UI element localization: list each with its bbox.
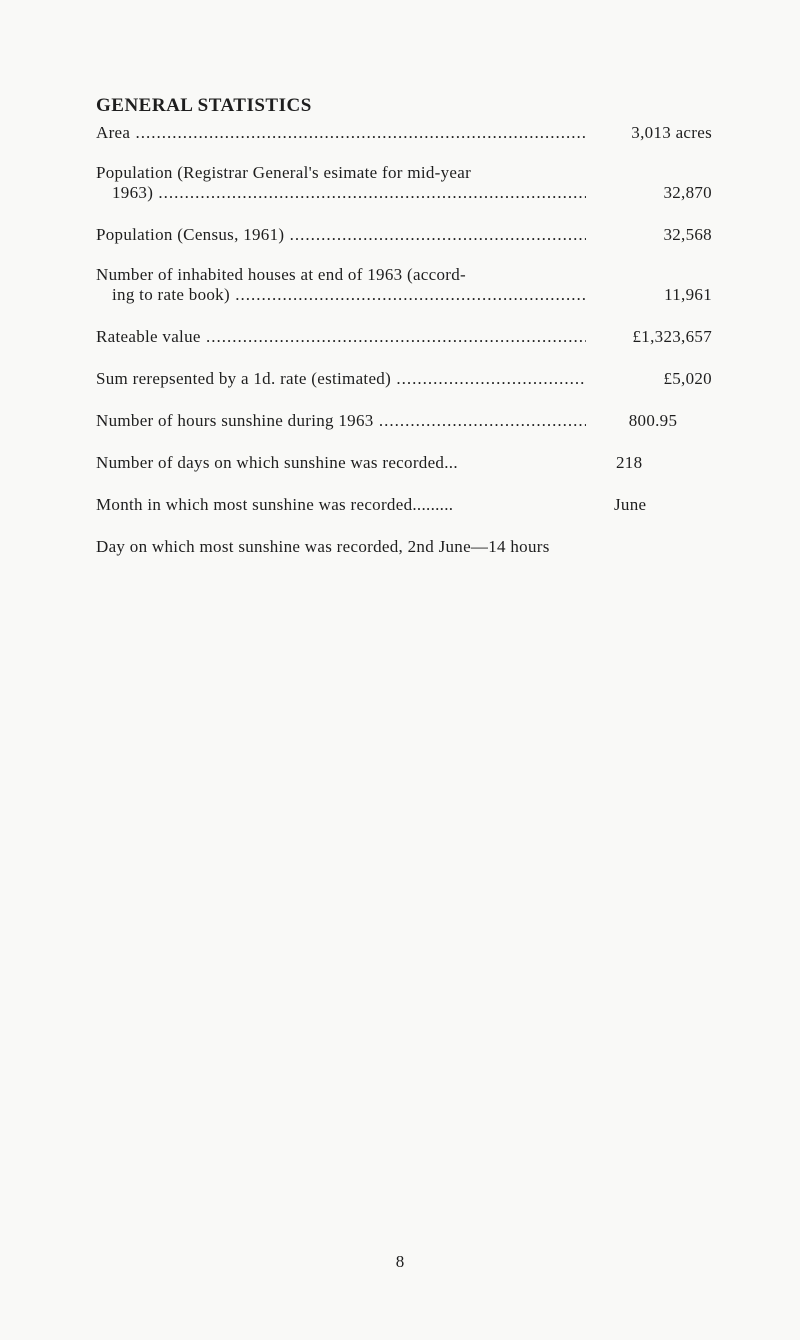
stat-label: Month in which most sunshine was recorded......... [96,495,454,514]
stat-value: June [614,495,647,514]
document-page [96,94,712,557]
page-title: GENERAL STATISTICS [96,95,312,116]
stat-value: 32,870 [663,183,712,202]
stat-row-population-estimate [96,164,712,203]
stat-label-line2: ing to rate book) ..... [112,285,586,304]
stat-label: Sum rerepsented by a 1d. rate (estimated) ..... [96,369,586,388]
stat-row-area [96,122,712,143]
stat-label: Number of hours sunshine during 1963 ..... [96,411,586,430]
page-number: 8 [395,1252,405,1271]
stat-value: £5,020 [663,369,712,388]
stat-label: Population (Census, 1961) ..... [96,225,586,244]
stat-row-rateable-value [96,326,712,347]
stat-value: 11,961 [664,285,712,304]
stat-row-inhabited-houses [96,266,712,305]
stat-label-line1: Number of inhabited houses at end of 1963 (accord- [96,265,466,284]
stat-row-sunshine-day: Day on which most sunshine was recorded, 2nd June—14 hours [96,537,550,556]
stat-row-penny-rate [96,368,712,389]
stat-row-sunshine-month [96,494,712,515]
stat-row-population-census [96,224,712,245]
stat-row-sunshine-days [96,452,712,473]
stat-value: 3,013 acres [631,123,712,142]
stat-value: 800.95 [628,411,678,430]
stat-value: 218 [616,453,643,472]
stat-label: Number of days on which sunshine was recorded... [96,453,458,472]
stat-row-sunshine-hours [96,410,712,431]
stat-label-line1: Population (Registrar General's esimate for mid-year [96,163,472,182]
stat-value: 32,568 [663,225,712,244]
stat-label: Area ..... [96,123,586,142]
stat-value: £1,323,657 [632,327,712,346]
stat-label: Rateable value ..... [96,327,586,346]
stat-label-line2: 1963) ..... [112,183,586,202]
